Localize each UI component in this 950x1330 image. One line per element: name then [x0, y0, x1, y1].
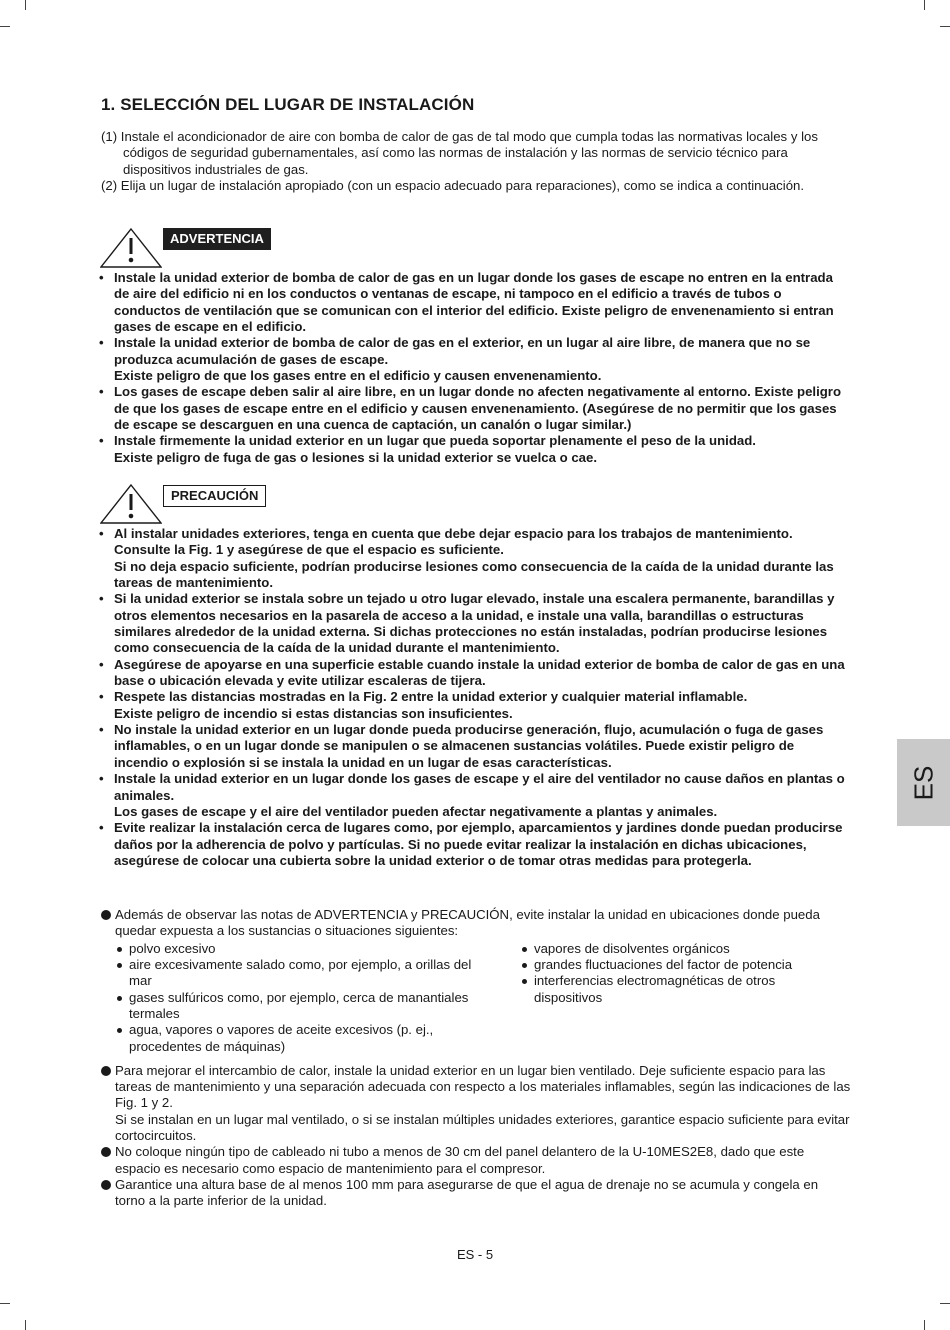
list-item	[520, 941, 840, 957]
crop-mark	[924, 0, 925, 10]
list-item: • Instale firmemente la unidad exterior en un lugar que pueda soportar plenamente el peso de la unidad. Existe peligro de fuga de gas o lesiones si la unidad exterior se vuelca o cae.	[99, 433, 756, 465]
list-item-text: Instale la unidad exterior de bomba de calor de gas en el exterior, en un lugar al aire libre, de manera que no se produzca acumulación de gases de escape. Existe peligro de que los gases entre en el edificio y causen envenenamiento.	[114, 335, 811, 384]
warning-label: ADVERTENCIA	[163, 228, 271, 250]
note-item	[101, 1144, 851, 1177]
list-item	[520, 973, 840, 1006]
warning-list	[99, 270, 851, 466]
intro-paragraph: (1) Instale el acondicionador de aire con bomba de calor de gas de tal modo que cumpla todas las normativas locales y los códigos de seguridad gubernamentales, así como las normas de instalación y las normas de servicio técnico para dispositivos industriales de gas.	[101, 129, 818, 177]
list-item-text: polvo excesivo	[129, 940, 216, 956]
notes-section	[101, 907, 851, 1210]
list-item: • Si la unidad exterior se instala sobre un tejado u otro lugar elevado, instale una escalera permanente, barandillas y otros elementos necesarios en la pasarela de acceso a la unidad, e instale una valla, barandillas o estructuras similares alrededor de la unidad externa. Si dichas protecciones no están instaladas, podrían producirse lesiones como consecuencia de la caída de la unidad durante el mantenimiento.	[99, 591, 835, 656]
list-item-text: No instale la unidad exterior en un lugar donde pueda producirse generación, flujo, acumulación o fuga de gases inflamables, o en un lugar donde se manipulen o se almacenen sustancias volátiles. Puede existir peligro de incendio o explosión si se instala la unidad en un lugar de esas características.	[114, 722, 824, 770]
list-item	[115, 941, 495, 957]
list-item	[115, 957, 495, 990]
crop-mark	[0, 1303, 10, 1304]
crop-mark	[940, 1303, 950, 1304]
list-item-text: Instale firmemente la unidad exterior en un lugar que pueda soportar plenamente el peso de la unidad. Existe peligro de fuga de gas o lesiones si la unidad exterior se vuelca o cae.	[114, 433, 756, 465]
exposure-list-right	[520, 941, 840, 1006]
caution-label: PRECAUCIÓN	[163, 485, 266, 507]
caution-triangle-icon	[100, 484, 162, 524]
list-item-text: vapores de disolventes orgánicos	[534, 940, 730, 956]
language-tab-label: ES	[908, 765, 938, 800]
list-item	[520, 957, 840, 973]
list-item: • Evite realizar la instalación cerca de lugares como, por ejemplo, aparcamientos y jardines donde puedan producirse daños por la adherencia de polvo y partículas. Si no puede evitar realizar la instalación en dichas ubicaciones, asegúrese de colocar una cubierta sobre la unidad exterior o de tomar otras medidas para protegerla.	[99, 820, 843, 868]
list-item-text: Evite realizar la instalación cerca de lugares como, por ejemplo, aparcamientos y jardines donde puedan producirse daños por la adherencia de polvo y partículas. Si no puede evitar realizar la instalación en dichas ubicaciones, asegúrese de colocar una cubierta sobre la unidad exterior o de tomar otras medidas para protegerla.	[114, 820, 843, 868]
list-item: • Respete las distancias mostradas en la Fig. 2 entre la unidad exterior y cualquier material inflamable. Existe peligro de incendio si estas distancias son insuficientes.	[99, 689, 748, 721]
list-item-text: Al instalar unidades exteriores, tenga en cuenta que debe dejar espacio para los trabajos de mantenimiento. Consulte la Fig. 1 y asegúrese de que el espacio es suficiente. Si no deja espacio suficiente, podrían producirse lesiones como consecuencia de la caída de la unidad durante las tareas de mantenimiento.	[114, 526, 834, 591]
list-item-text: interferencias electromagnéticas de otros dispositivos	[534, 973, 776, 1005]
list-item-text: Asegúrese de apoyarse en una superficie estable cuando instale la unidad exterior de bomba de calor de gas en una base o ubicación elevada y evite utilizar escaleras de tijera.	[114, 656, 845, 689]
crop-mark	[0, 26, 10, 27]
page-number: ES - 5	[456, 1247, 494, 1262]
note-text: Garantice una altura base de al menos 100 mm para asegurarse de que el agua de drenaje no se acumula y congela en torno a la parte inferior de la unidad.	[115, 1177, 819, 1209]
section-heading: 1. SELECCIÓN DEL LUGAR DE INSTALACIÓN	[101, 95, 475, 114]
crop-mark	[924, 1320, 925, 1330]
list-item-text: Instale la unidad exterior en un lugar donde los gases de escape y el aire del ventilador no cause daños en plantas o animales. Los gases de escape y el aire del ventilador pueden afectar negativamente a plantas y animales.	[114, 771, 845, 819]
note-text: Además de observar las notas de ADVERTENCIA y PRECAUCIÓN, evite instalar la unidad en ubicaciones donde pueda quedar expuesta a los sustancias o situaciones siguientes:	[115, 907, 820, 939]
list-item: • Instale la unidad exterior en un lugar donde los gases de escape y el aire del ventilador no cause daños en plantas o animales. Los gases de escape y el aire del ventilador pueden afectar negativamente a plantas y animales.	[99, 771, 845, 819]
list-item-text: Instale la unidad exterior de bomba de calor de gas en un lugar donde los gases de escape no entren en la entrada de aire del edificio ni en los conductos o ventanas de escape, ni tampoco en el edificio a través de tubos o conductos de ventilación que se comunican con el interior del edificio. Existe peligro de envenenamiento si entran gases de escape en el edificio.	[114, 270, 834, 335]
note-item	[101, 907, 851, 940]
note-item	[101, 1177, 851, 1210]
warning-triangle-icon	[100, 228, 162, 268]
list-item-text: Los gases de escape deben salir al aire libre, en un lugar donde no afecten negativamente al entorno. Existe peligro de que los gases de escape entre en el edificio y causen envenenamiento. (Asegúrese de no permitir que los gases de escape se descarguen en una cuenca de captación, un canalón o lugar similar.)	[114, 384, 841, 433]
crop-mark	[940, 26, 950, 27]
list-item: • Instale la unidad exterior de bomba de calor de gas en el exterior, en un lugar al aire libre, de manera que no se produzca acumulación de gases de escape. Existe peligro de que los gases entre en el edificio y causen envenenamiento.	[99, 335, 811, 384]
note-text: No coloque ningún tipo de cableado ni tubo a menos de 30 cm del panel delantero de la U-10MES2E8, dado que este espacio es necesario como espacio de mantenimiento para el compresor.	[115, 1144, 805, 1176]
language-tab	[897, 739, 950, 826]
list-item: • No instale la unidad exterior en un lugar donde pueda producirse generación, flujo, acumulación o fuga de gases inflamables, o en un lugar donde se manipulen o se almacenen sustancias volátiles. Puede existir peligro de incendio o explosión si se instala la unidad en un lugar de esas características.	[99, 722, 824, 770]
list-item-text: aire excesivamente salado como, por ejemplo, a orillas del mar	[129, 957, 472, 989]
exposure-list-left	[115, 941, 495, 1055]
crop-mark	[25, 1320, 26, 1330]
list-item: • Los gases de escape deben salir al aire libre, en un lugar donde no afecten negativamente al entorno. Existe peligro de que los gases de escape entre en el edificio y causen envenenamiento. (Asegúrese de no permitir que los gases de escape se descarguen en una cuenca de captación, un canalón o lugar similar.)	[99, 384, 841, 433]
list-item	[115, 990, 495, 1023]
list-item-text: grandes fluctuaciones del factor de potencia	[534, 957, 793, 973]
list-item-text: Respete las distancias mostradas en la Fig. 2 entre la unidad exterior y cualquier material inflamable. Existe peligro de incendio si estas distancias son insuficientes.	[114, 689, 748, 721]
list-item	[115, 1022, 495, 1055]
list-item-text: Si la unidad exterior se instala sobre un tejado u otro lugar elevado, instale una escalera permanente, barandillas y otros elementos necesarios en la pasarela de acceso a la unidad, e instale una valla, barandillas o estructuras similares alrededor de la unidad externa. Si dichas protecciones no están instaladas, podrían producirse lesiones como consecuencia de la caída de la unidad durante el mantenimiento.	[114, 591, 835, 656]
intro-text	[101, 129, 851, 195]
list-item: • Al instalar unidades exteriores, tenga en cuenta que debe dejar espacio para los trabajos de mantenimiento. Consulte la Fig. 1 y asegúrese de que el espacio es suficiente. Si no deja espacio suficiente, podrían producirse lesiones como consecuencia de la caída de la unidad durante las tareas de mantenimiento.	[99, 526, 834, 591]
note-item	[101, 1063, 851, 1145]
note-text: Para mejorar el intercambio de calor, instale la unidad exterior en un lugar bien ventilado. Deje suficiente espacio para las tareas de mantenimiento y una separación adecuada con respecto a los materiales inflamables, según las indicaciones de las Fig. 1 y 2. Si se instalan en un lugar mal ventilado, o si se instalan múltiples unidades exteriores, garantice espacio suficiente para evitar cortocircuitos.	[115, 1062, 851, 1144]
list-item-text: agua, vapores o vapores de aceite excesivos (p. ej., procedentes de máquinas)	[129, 1022, 434, 1054]
exposure-lists	[101, 941, 851, 1055]
crop-mark	[25, 0, 26, 10]
list-item: • Asegúrese de apoyarse en una superficie estable cuando instale la unidad exterior de bomba de calor de gas en una base o ubicación elevada y evite utilizar escaleras de tijera.	[99, 656, 845, 689]
caution-list	[99, 526, 851, 869]
list-item-text: gases sulfúricos como, por ejemplo, cerca de manantiales termales	[129, 989, 469, 1022]
list-item: • Instale la unidad exterior de bomba de calor de gas en un lugar donde los gases de escape no entren en la entrada de aire del edificio ni en los conductos o ventanas de escape, ni tampoco en el edificio a través de tubos o conductos de ventilación que se comunican con el interior del edificio. Existe peligro de envenenamiento si entran gases de escape en el edificio.	[99, 270, 834, 335]
intro-paragraph: (2) Elija un lugar de instalación apropiado (con un espacio adecuado para reparaciones), como se indica a continuación.	[101, 178, 805, 194]
